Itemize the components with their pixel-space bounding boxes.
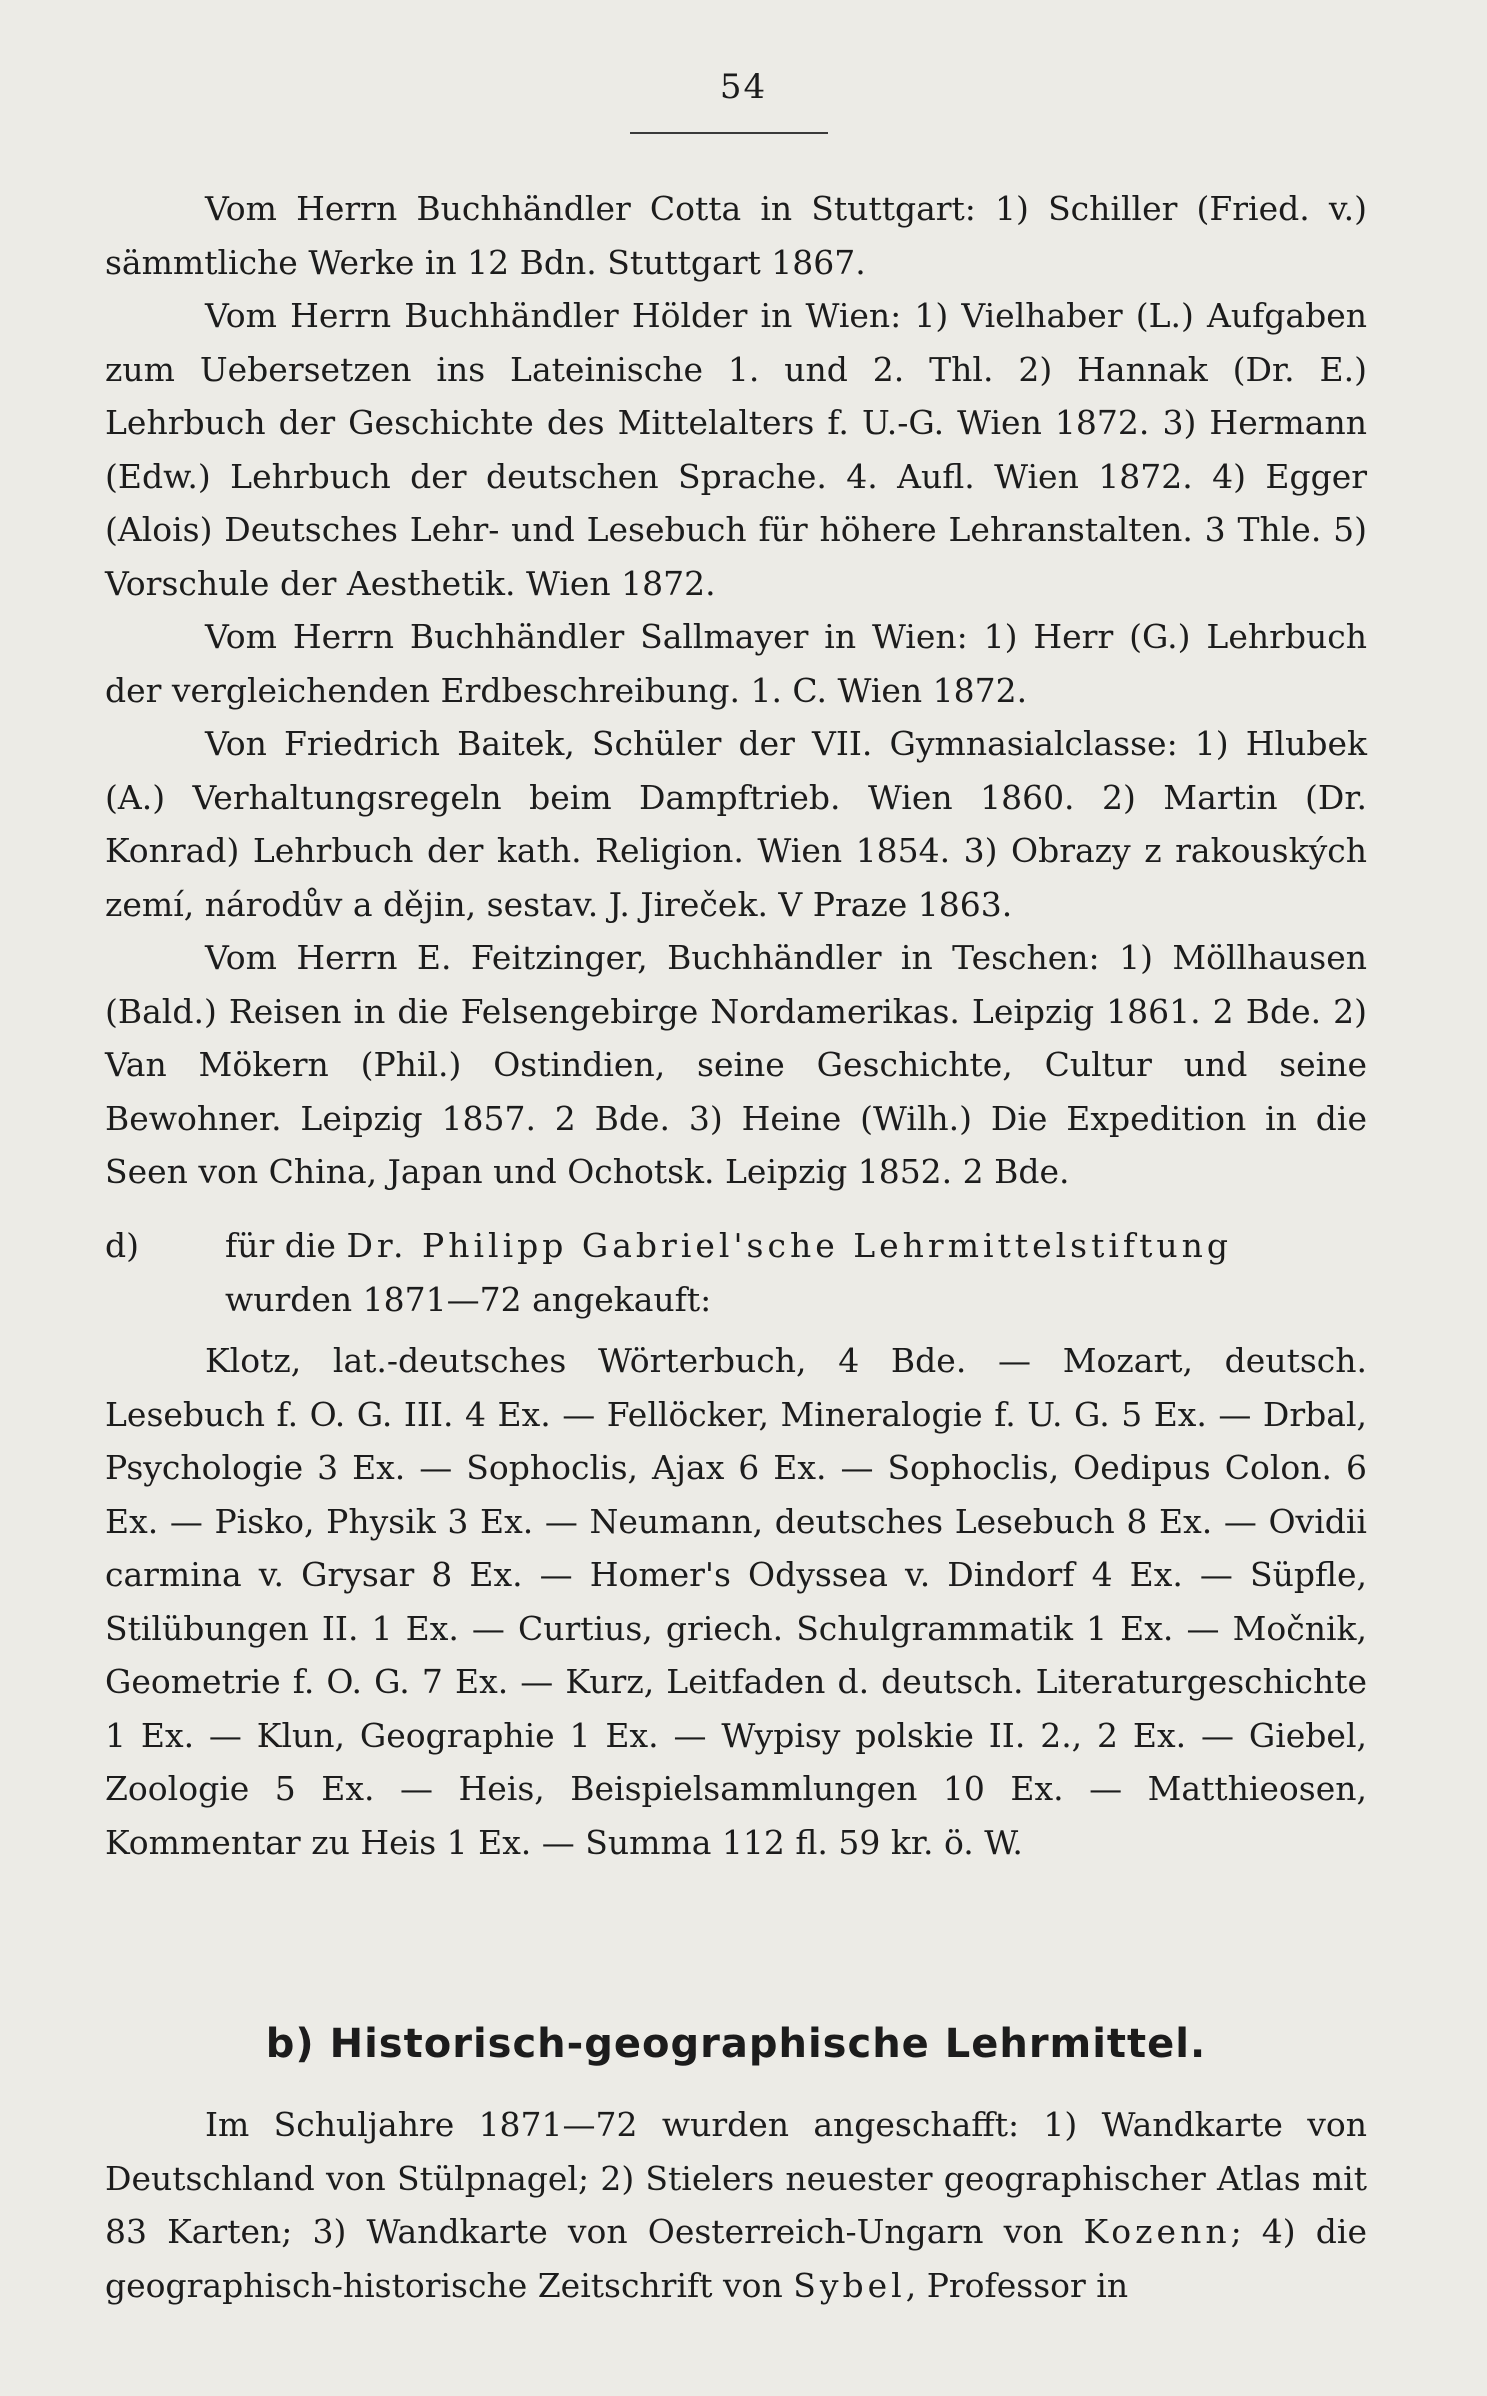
donation-paragraph-sallmayer: Vom Herrn Buchhändler Sallmayer in Wien: 1) Herr (G.) Lehrbuch der vergleichenden Erdbeschreibung. 1. C. Wien 1872. <box>105 617 1367 710</box>
author-sybel: Sybel <box>793 2265 906 2305</box>
donation-paragraph-feitzinger: Vom Herrn E. Feitzinger, Buchhändler in Teschen: 1) Möllhausen (Bald.) Reisen in die Felsengebirge Nordamerikas. Leipzig 1861. 2 Bde. 2) Van Mökern (Phil.) Ostindien, seine Geschichte, Cultur und seine Bewohner. Leipzig 1857. 2 Bde. 3) Heine (Wilh.) Die Expedition in die Seen von China, Japan und Ochotsk. Leipzig 1852. 2 Bde. <box>105 938 1367 1191</box>
section-b <box>105 2016 1367 2072</box>
section-b-paragraph <box>105 2098 1367 2312</box>
donation-paragraph-hoelder: Vom Herrn Buchhändler Hölder in Wien: 1) Vielhaber (L.) Aufgaben zum Uebersetzen ins Lateinische 1. und 2. Thl. 2) Hannak (Dr. E.) Lehrbuch der Geschichte des Mittelalters f. U.-G. Wien 1872. 3) Hermann (Edw.) Lehrbuch der deutschen Sprache. 4. Aufl. Wien 1872. 4) Egger (Alois) Deutsches Lehr- und Lesebuch für höhere Lehranstalten. 3 Thle. 5) Vorschule der Aesthetik. Wien 1872. <box>105 296 1367 603</box>
foundation-name: Dr. Philipp Gabriel'sche Lehrmittelstiftung <box>346 1226 1233 1265</box>
section-b-body <box>105 2098 1367 2312</box>
section-d-label: d) <box>105 1226 139 1265</box>
section-b-text-2: ; 4) die geographisch-historische Zeitschrift von <box>105 2212 1367 2305</box>
header-rule <box>630 132 828 134</box>
donation-paragraph-cotta: Vom Herrn Buchhändler Cotta in Stuttgart: 1) Schiller (Fried. v.) sämmtliche Werke in 12 Bdn. Stuttgart 1867. <box>105 189 1367 282</box>
author-kozenn: Kozenn <box>1083 2212 1231 2251</box>
section-d-intro-prefix: für die <box>225 1226 336 1265</box>
section-b-text-1: Im Schuljahre 1871—72 wurden angeschafft: 1) Wandkarte von Deutschland von Stülpnagel; 2) Stielers neuester geographischer Atlas mit 83 Karten; 3) Wandkarte von Oesterreich-Ungarn von <box>105 2105 1367 2251</box>
section-d-intro-suffix: wurden 1871—72 angekauft: <box>225 1279 712 1319</box>
donation-paragraph-baitek: Von Friedrich Baitek, Schüler der VII. Gymnasialclasse: 1) Hlubek (A.) Verhaltungsregeln beim Dampftrieb. Wien 1860. 2) Martin (Dr. Konrad) Lehrbuch der kath. Religion. Wien 1854. 3) Obrazy z rakouských zemí, národův a dějin, sestav. J. Jireček. V Praze 1863. <box>105 724 1367 924</box>
purchases-list: Klotz, lat.-deutsches Wörterbuch, 4 Bde. — Mozart, deutsch. Lesebuch f. O. G. III. 4 Ex. — Fellöcker, Mineralogie f. U. G. 5 Ex. — Drbal, Psychologie 3 Ex. — Sophoclis, Ajax 6 Ex. — Sophoclis, Oedipus Colon. 6 Ex. — Pisko, Physik 3 Ex. — Neumann, deutsches Lesebuch 8 Ex. — Ovidii carmina v. Grysar 8 Ex. — Homer's Odyssea v. Dindorf 4 Ex. — Süpfle, Stilübungen II. 1 Ex. — Curtius, griech. Schulgrammatik 1 Ex. — Močnik, Geometrie f. O. G. 7 Ex. — Kurz, Leitfaden d. deutsch. Literaturgeschichte 1 Ex. — Klun, Geographie 1 Ex. — Wypisy polskie II. 2., 2 Ex. — Giebel, Zoologie 5 Ex. — Heis, Beispielsammlungen 10 Ex. — Matthieosen, Kommentar zu Heis 1 Ex. — Summa 112 fl. 59 kr. ö. W. <box>105 1341 1367 1862</box>
section-d-intro-text <box>225 1219 1367 1326</box>
section-d <box>105 1219 1367 1869</box>
section-b-heading: b) Historisch-geographische Lehrmittel. <box>265 2021 1207 2067</box>
section-d-intro <box>105 1219 1367 1326</box>
donations-block <box>105 182 1367 1199</box>
section-b-text-3: , Professor in <box>905 2265 1129 2305</box>
page-number: 54 <box>719 67 768 107</box>
